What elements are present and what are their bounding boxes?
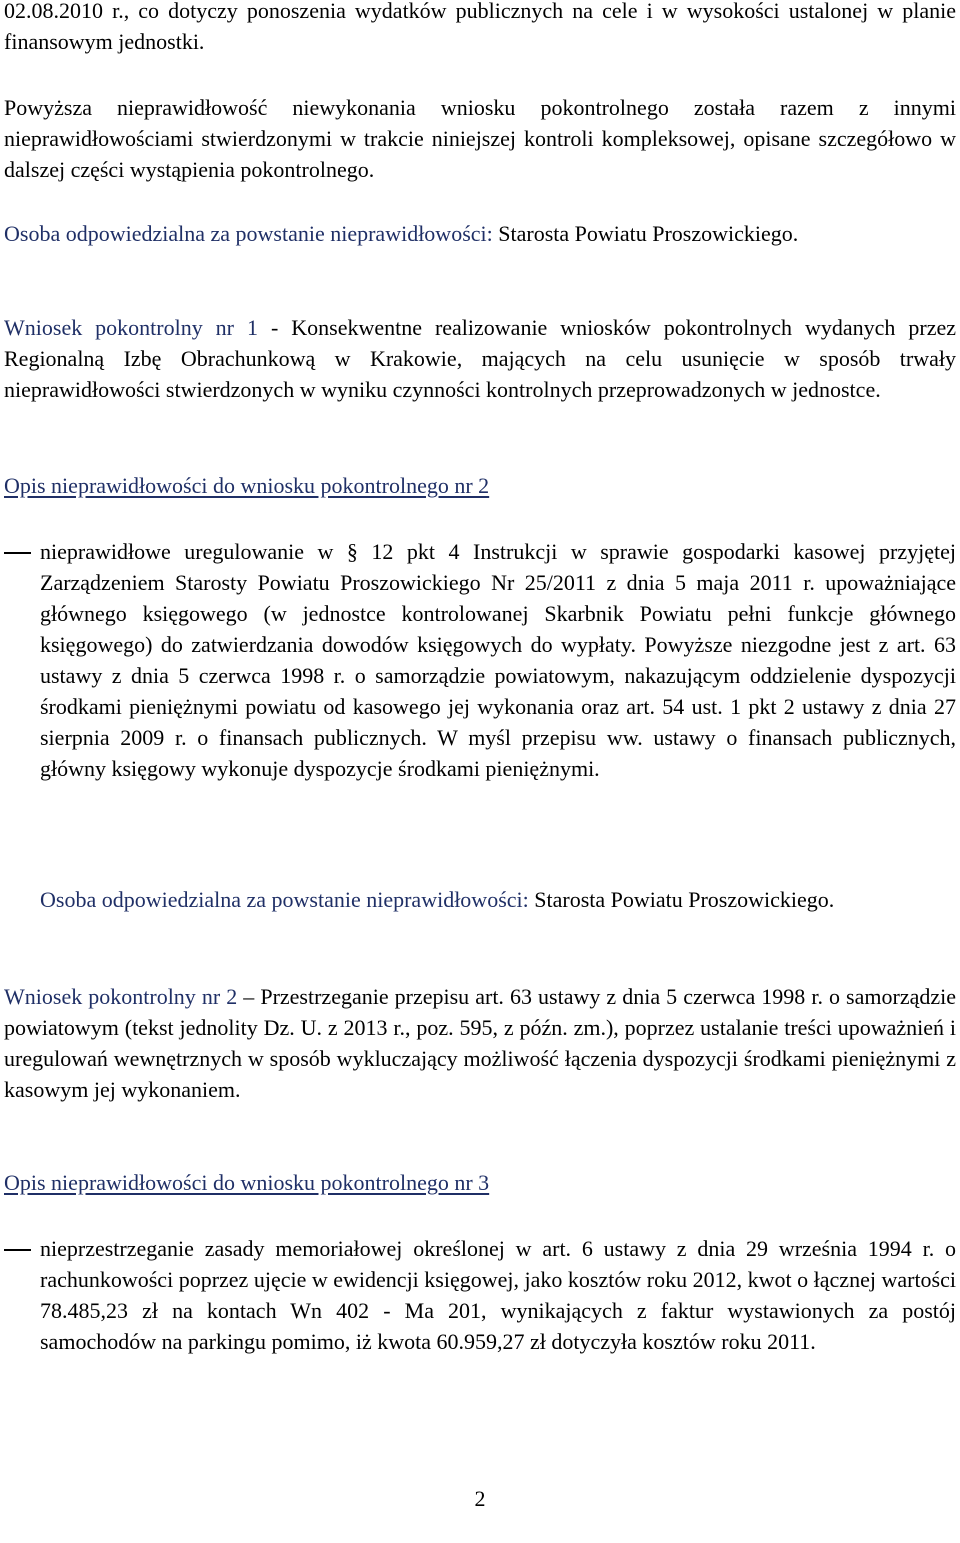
section-heading-3	[4, 1167, 956, 1198]
paragraph-powyzsza	[4, 92, 956, 185]
section-heading-text: Opis nieprawidłowości do wniosku pokontrolnego nr 2	[4, 473, 490, 498]
responsible-person-2	[40, 884, 956, 915]
recommendation-1	[4, 312, 956, 405]
list-item-2	[40, 536, 956, 784]
page-number: 2	[474, 1486, 486, 1511]
recommendation-label: Wniosek pokontrolny nr 2	[4, 984, 238, 1009]
section-heading-2	[4, 470, 956, 501]
responsible-label: Osoba odpowiedzialna za powstanie nieprawidłowości:	[4, 221, 493, 246]
list-item-3	[40, 1233, 956, 1357]
list-dash	[4, 552, 31, 554]
list-item-text: nieprzestrzeganie zasady memoriałowej określonej w art. 6 ustawy z dnia 29 września 1994 r. o rachunkowości poprzez ujęcie w ewidencji księgowej, jako kosztów roku 2012, kwot o łącznej wartości 78.485,23 zł na kontach Wn 402 - Ma 201, wynikających z faktur wystawionych za postój samochodów na parkingu pomimo, iż kwota 60.959,27 zł dotyczyła kosztów roku 2011.	[40, 1236, 956, 1354]
recommendation-text: – Przestrzeganie przepisu art. 63 ustawy z dnia 5 czerwca 1998 r. o samorządzie powiatowym (tekst jednolity Dz. U. z 2013 r., poz. 595, z późn. zm.), poprzez ustalanie treści upoważnień i uregulowań wewnętrznych w sposób wykluczający możliwość łączenia dyspozycji środkami pieniężnymi z kasowym jej wykonaniem.	[4, 984, 956, 1102]
recommendation-label: Wniosek pokontrolny nr 1	[4, 315, 258, 340]
recommendation-2	[4, 981, 956, 1105]
responsible-text: Starosta Powiatu Proszowickiego.	[534, 887, 835, 912]
paragraph-top-text: 02.08.2010 r., co dotyczy ponoszenia wydatków publicznych na cele i w wysokości ustalonej w planie finansowym jednostki.	[4, 0, 956, 54]
section-heading-text: Opis nieprawidłowości do wniosku pokontrolnego nr 3	[4, 1170, 490, 1195]
paragraph-powyzsza-text: Powyższa nieprawidłowość niewykonania wniosku pokontrolnego została razem z innymi nieprawidłowościami stwierdzonymi w trakcie niniejszej kontroli kompleksowej, opisane szczegółowo w dalszej części wystąpienia pokontrolnego.	[4, 95, 956, 182]
responsible-text: Starosta Powiatu Proszowickiego.	[498, 221, 799, 246]
responsible-person-1	[4, 218, 956, 249]
recommendation-text: - Konsekwentne realizowanie wniosków pokontrolnych wydanych przez Regionalną Izbę Obrachunkową w Krakowie, mających na celu usunięcie w sposób trwały nieprawidłowości stwierdzonych w wyniku czynności kontrolnych przeprowadzonych w jednostce.	[4, 315, 956, 402]
list-dash	[4, 1249, 31, 1251]
paragraph-top	[4, 0, 956, 57]
list-item-text: nieprawidłowe uregulowanie w § 12 pkt 4 Instrukcji w sprawie gospodarki kasowej przyjętej Zarządzeniem Starosty Powiatu Proszowickiego Nr 25/2011 z dnia 5 maja 2011 r. upoważniające głównego księgowego (w jednostce kontrolowanej Skarbnik Powiatu pełni funkcje głównego księgowego) do zatwierdzania dowodów księgowych do wypłaty. Powyższe niezgodne jest z art. 63 ustawy z dnia 5 czerwca 1998 r. o samorządzie powiatowym, nakazującym oddzielenie dyspozycji środkami pieniężnymi powiatu od kasowego jej wykonania oraz art. 54 ust. 1 pkt 2 ustawy z dnia 27 sierpnia 2009 r. o finansach publicznych. W myśl przepisu ww. ustawy o finansach publicznych, główny księgowy wykonuje dyspozycje środkami pieniężnymi.	[40, 539, 956, 781]
responsible-label: Osoba odpowiedzialna za powstanie nieprawidłowości:	[40, 887, 529, 912]
